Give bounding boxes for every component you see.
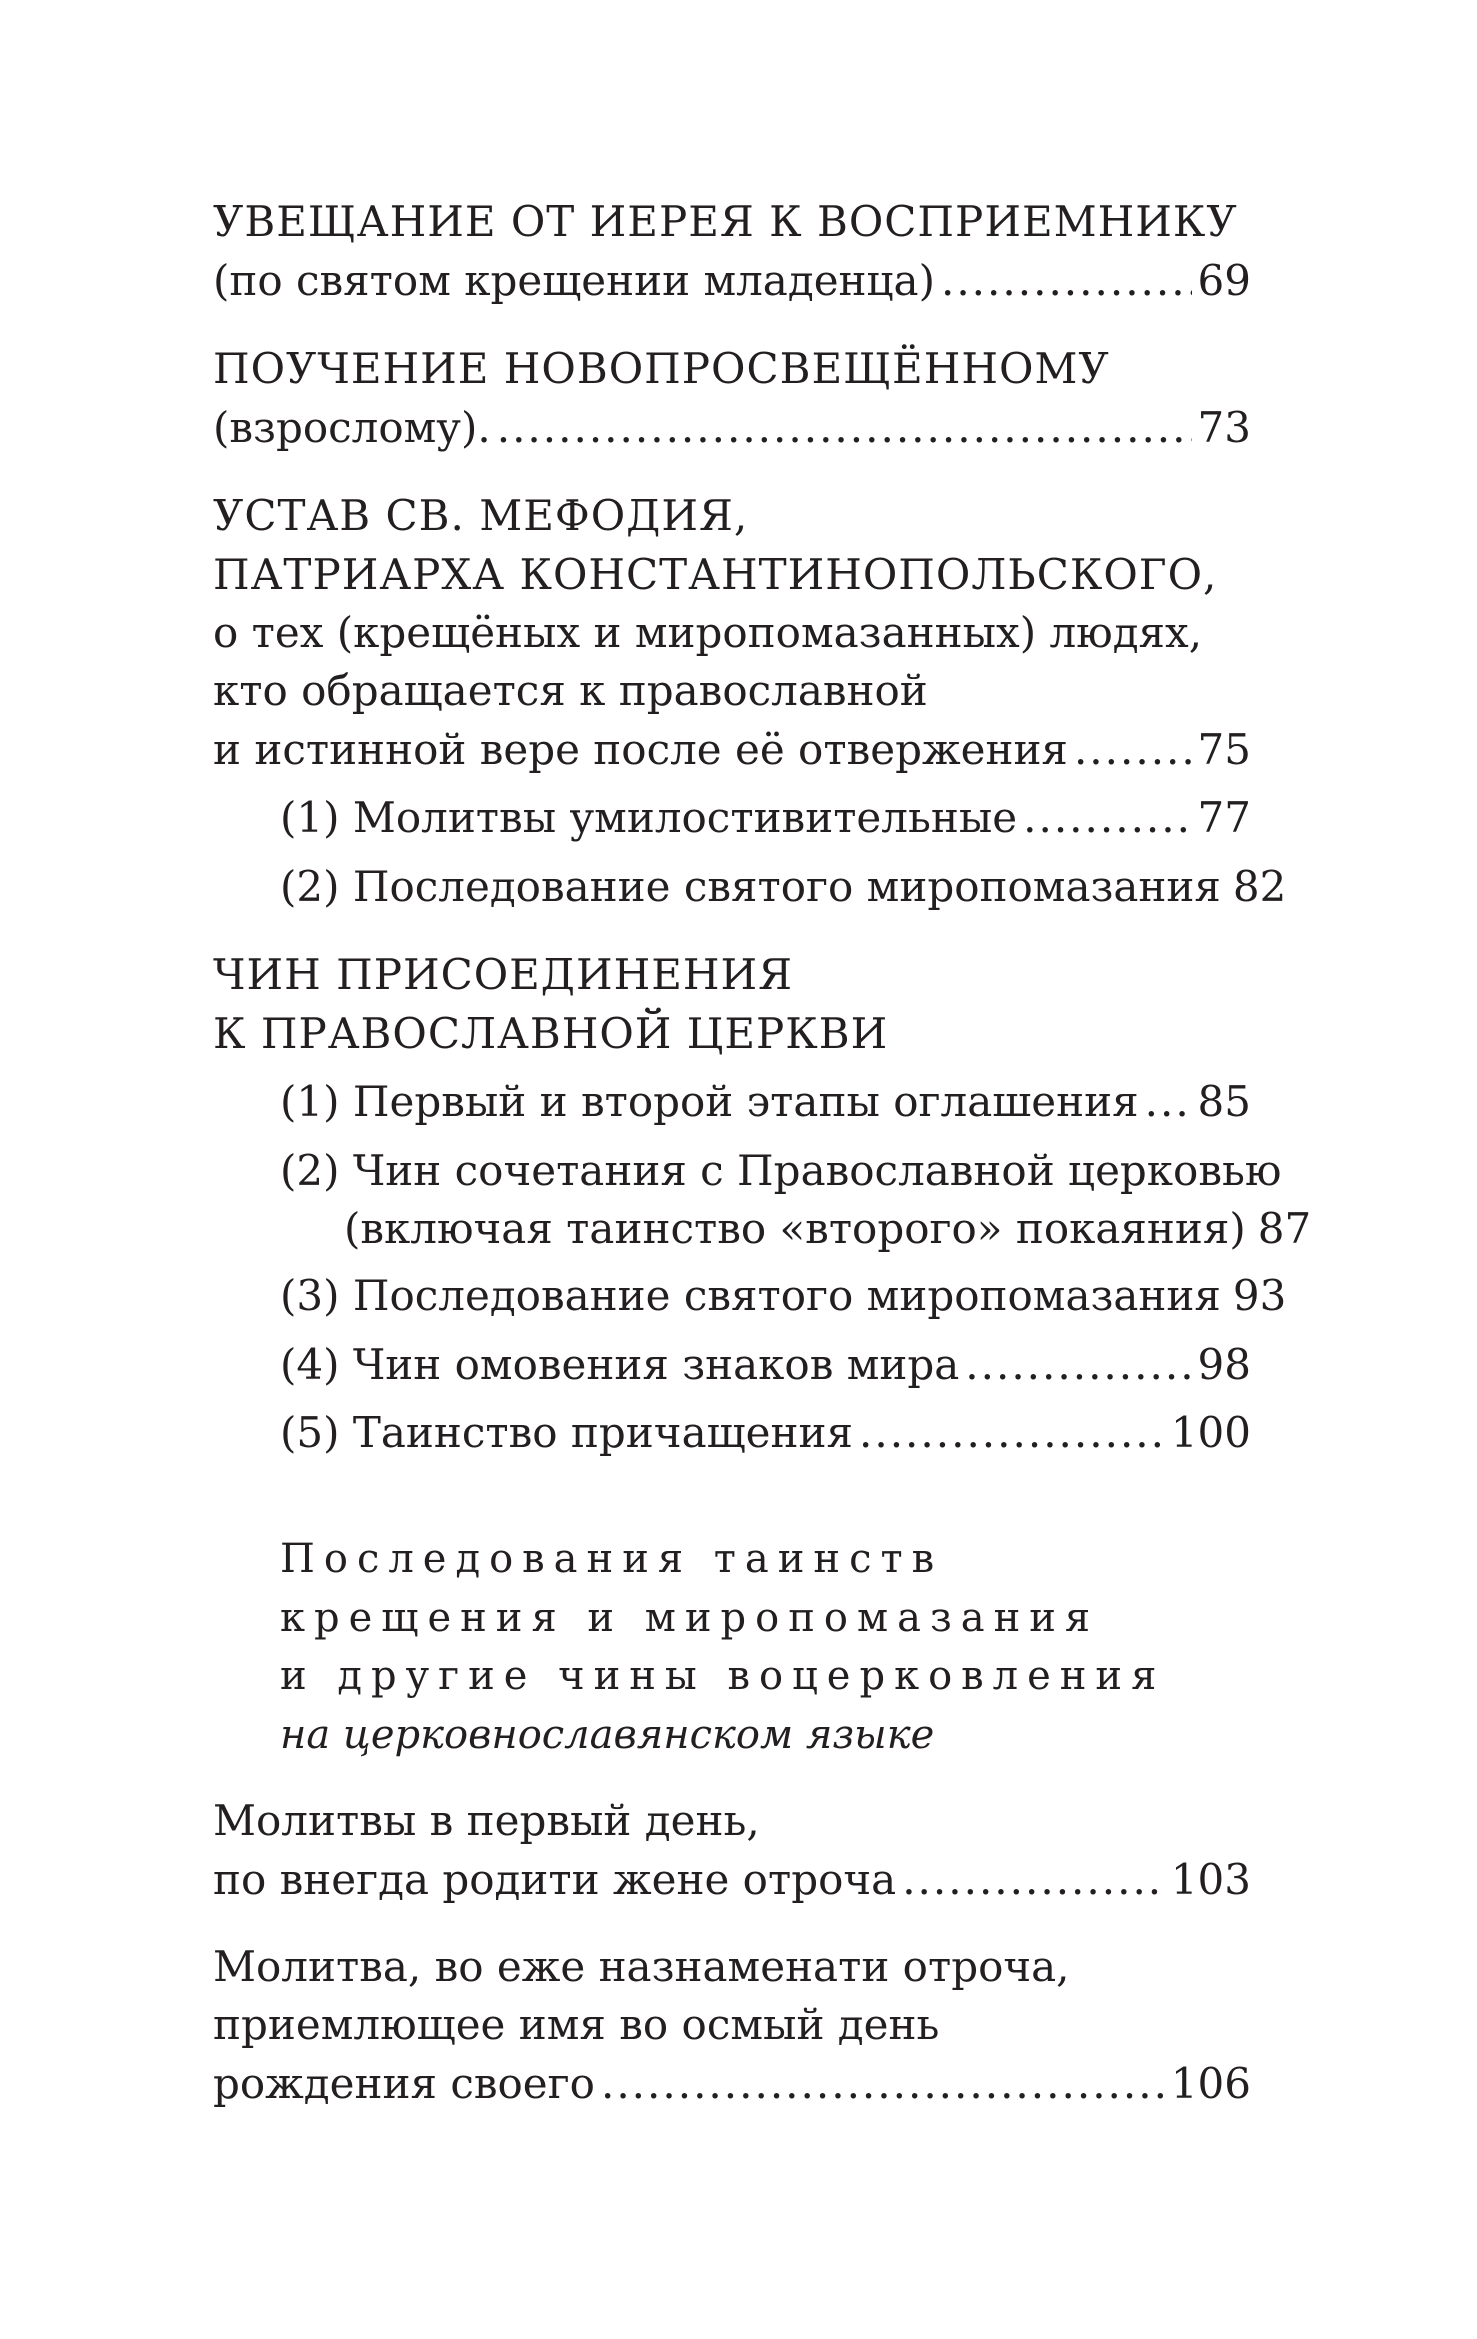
toc-subentry[interactable] <box>280 1337 1251 1393</box>
toc-entry-text: Молитва, во еже назнаменати отроча, <box>213 1942 1070 1991</box>
toc-entry-line[interactable] <box>213 2056 1251 2112</box>
dot-leader <box>1023 790 1191 846</box>
section-heading: и другие чины воцерковления <box>280 1653 1166 1699</box>
toc-entry-text: (взрослому). <box>213 403 491 452</box>
toc-entry-text: приемлющее имя во осмый день <box>213 2000 940 2049</box>
toc-entry-text: Молитвы в первый день, <box>213 1796 760 1845</box>
toc-entry-title: УСТАВ СВ. МЕФОДИЯ, <box>213 491 749 540</box>
toc-subentry[interactable] <box>280 790 1251 846</box>
toc-entry-text: и истинной вере после её отвержения <box>213 725 1068 774</box>
toc-entry-text: о тех (крещёных и миропомазанных) людях, <box>213 608 1203 657</box>
toc-entry-line[interactable] <box>213 253 1251 309</box>
dot-leader <box>902 1852 1165 1908</box>
dot-leader <box>941 253 1192 309</box>
toc-entry-text: (2) Последование святого миропомазания <box>280 862 1221 911</box>
toc-entry-text: (включая таинство «второго» покаяния) <box>344 1204 1246 1253</box>
toc-entry-title: ПАТРИАРХА КОНСТАНТИНОПОЛЬСКОГО, <box>213 550 1218 599</box>
page-number: 87 <box>1257 1204 1312 1253</box>
page-number: 75 <box>1197 725 1251 774</box>
dot-leader <box>1074 722 1192 778</box>
page-number: 85 <box>1197 1077 1251 1126</box>
page-number: 103 <box>1170 1855 1251 1904</box>
toc-entry-line[interactable] <box>213 1852 1251 1908</box>
toc-entry-text: (3) Последование святого миропомазания <box>280 1271 1221 1320</box>
toc-entry-text: (1) Молитвы умилостивительные <box>280 793 1018 842</box>
toc-subentry[interactable] <box>280 1405 1251 1461</box>
dot-leader <box>497 400 1192 456</box>
section-subheading: на церковнославянском языке <box>280 1712 935 1758</box>
toc-entry-title: К ПРАВОСЛАВНОЙ ЦЕРКВИ <box>213 1009 889 1058</box>
toc-entry-text: по внегда родити жене отроча <box>213 1855 897 1904</box>
dot-leader <box>1145 1074 1192 1130</box>
toc-entry-text: кто обращается к православной <box>213 666 928 715</box>
toc-entry-text: рождения своего <box>213 2059 595 2108</box>
toc-entry-line[interactable] <box>213 722 1251 778</box>
toc-subentry[interactable] <box>280 1074 1251 1130</box>
page-number: 93 <box>1232 1271 1287 1320</box>
toc-entry-text: (5) Таинство причащения <box>280 1408 853 1457</box>
dot-leader <box>859 1405 1165 1461</box>
page-number: 73 <box>1197 403 1251 452</box>
toc-entry-title: ЧИН ПРИСОЕДИНЕНИЯ <box>213 950 794 999</box>
toc-subentry[interactable] <box>280 859 1287 915</box>
toc-entry-title: ПОУЧЕНИЕ НОВОПРОСВЕЩЁННОМУ <box>213 344 1110 393</box>
toc-subentry-title: (2) Чин сочетания с Православной церковью <box>280 1146 1282 1195</box>
page-number: 82 <box>1232 862 1287 911</box>
toc-entry-line[interactable] <box>213 400 1251 456</box>
toc-subentry[interactable] <box>280 1268 1287 1324</box>
page-number: 77 <box>1197 793 1251 842</box>
dot-leader <box>601 2056 1165 2112</box>
toc-entry-text: (по святом крещении младенца) <box>213 256 935 305</box>
toc-subentry[interactable] <box>344 1201 1312 1257</box>
dot-leader <box>965 1337 1191 1393</box>
section-heading: крещения и миропомазания <box>280 1595 1100 1641</box>
page-number: 106 <box>1170 2059 1251 2108</box>
page-number: 100 <box>1170 1408 1251 1457</box>
section-heading: Последования таинств <box>280 1536 944 1582</box>
toc-entry-title: УВЕЩАНИЕ ОТ ИЕРЕЯ К ВОСПРИЕМНИКУ <box>213 197 1238 246</box>
page-number: 98 <box>1197 1340 1251 1389</box>
toc-entry-text: (1) Первый и второй этапы оглашения <box>280 1077 1139 1126</box>
page-number: 69 <box>1197 256 1251 305</box>
toc-entry-text: (4) Чин омовения знаков мира <box>280 1340 960 1389</box>
